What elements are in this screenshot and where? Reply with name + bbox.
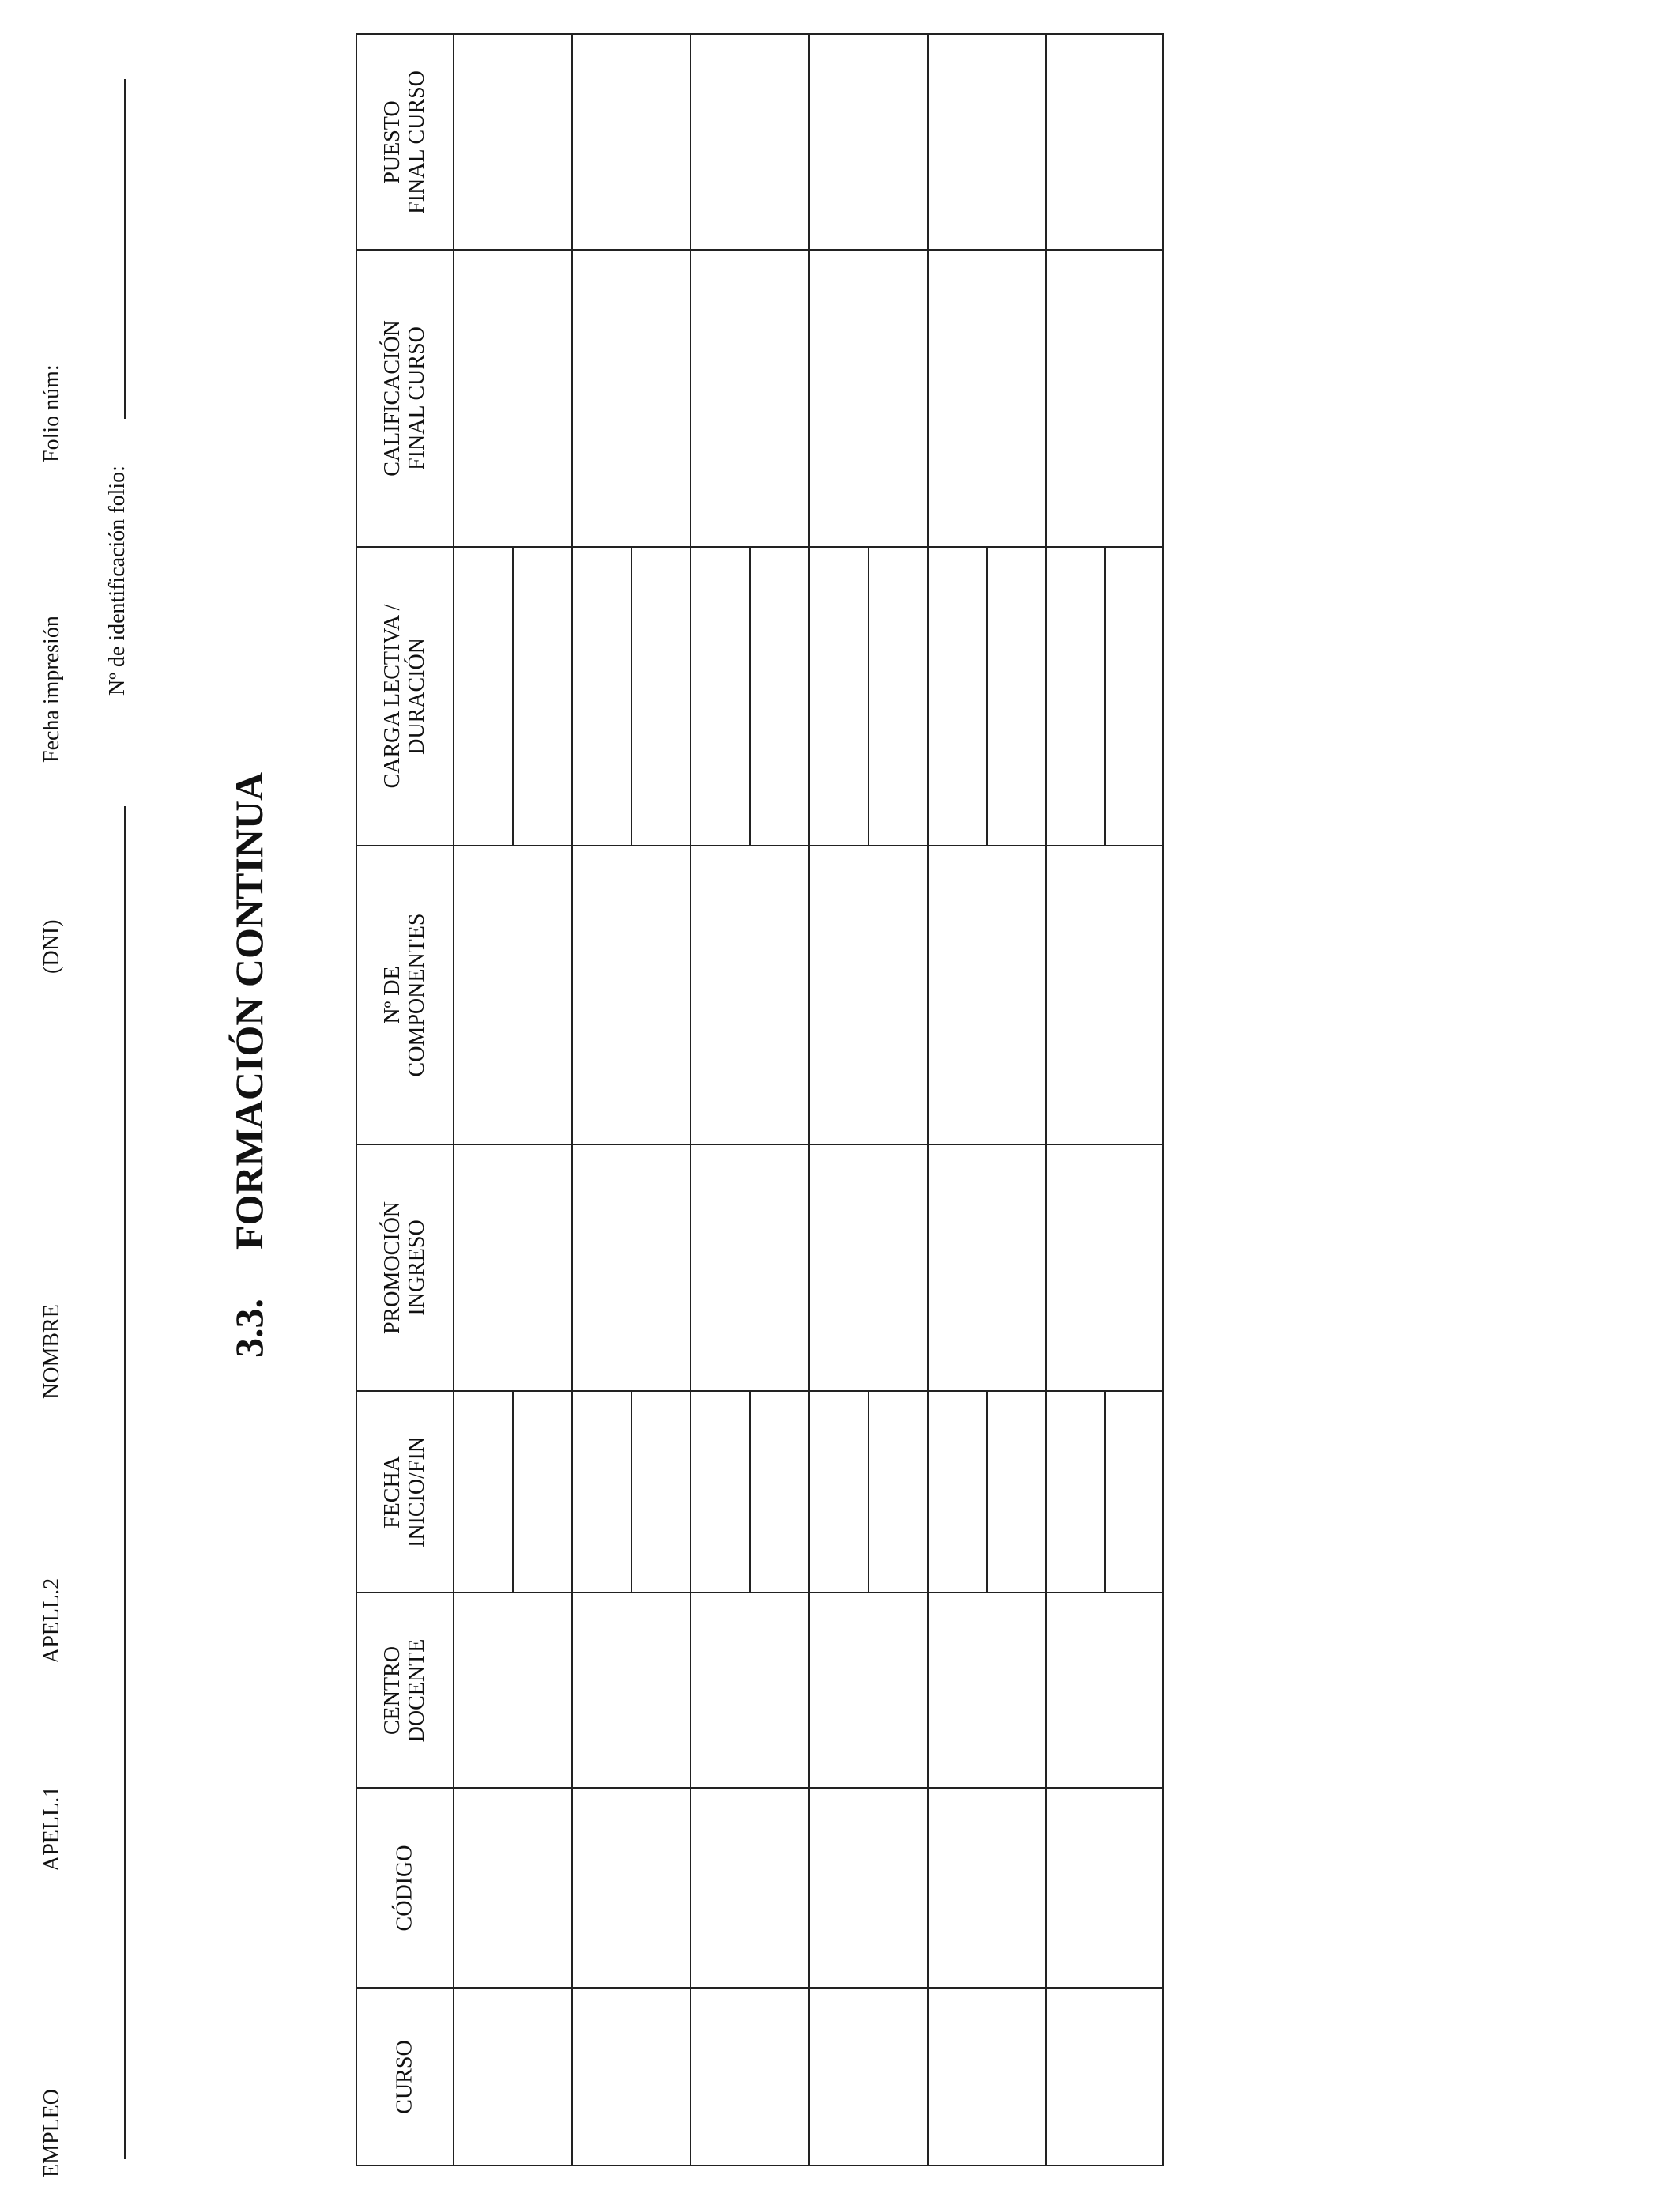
table-cell[interactable]: [572, 547, 631, 846]
table-cell[interactable]: [928, 1144, 1046, 1391]
table-cell[interactable]: [868, 547, 928, 846]
table-cell[interactable]: [572, 846, 691, 1144]
table-cell[interactable]: [928, 34, 1046, 250]
table-cell[interactable]: [868, 1391, 928, 1593]
table-cell[interactable]: [691, 1788, 809, 1988]
fill-line-id-folio: [124, 79, 126, 419]
section-title: [229, 772, 269, 1358]
table-cell[interactable]: [1105, 1391, 1163, 1593]
table-cell[interactable]: [691, 1988, 809, 2166]
table-cell[interactable]: [809, 547, 868, 846]
table-cell[interactable]: [454, 1391, 513, 1593]
table-cell[interactable]: [809, 1391, 868, 1593]
table-cell[interactable]: [987, 1391, 1046, 1593]
table-cell[interactable]: [928, 250, 1046, 547]
table-cell[interactable]: [691, 250, 809, 547]
column-header-centro: CENTRO DOCENTE: [356, 1593, 454, 1788]
apell2-label: APELL.2: [40, 1578, 64, 1664]
table-cell[interactable]: [454, 34, 572, 250]
table-cell[interactable]: [454, 846, 572, 1144]
table-cell[interactable]: [691, 846, 809, 1144]
formacion-continua-table: [356, 33, 1164, 2166]
table-cell[interactable]: [928, 1593, 1046, 1788]
table-cell[interactable]: [454, 1988, 572, 2166]
table-cell[interactable]: [809, 1593, 928, 1788]
table-cell[interactable]: [691, 547, 750, 846]
table-cell[interactable]: [454, 1788, 572, 1988]
table-cell[interactable]: [809, 846, 928, 1144]
table-cell[interactable]: [750, 547, 809, 846]
column-header-componentes: Nº DE COMPONENTES: [356, 846, 454, 1144]
section-title-text: FORMACIÓN CONTINUA: [227, 771, 271, 1250]
table-cell[interactable]: [928, 1391, 987, 1593]
dni-label: (DNI): [40, 919, 64, 974]
nombre-label: NOMBRE: [40, 1304, 64, 1399]
column-header-curso: CURSO: [356, 1988, 454, 2166]
table-cell[interactable]: [631, 547, 691, 846]
table-cell[interactable]: [454, 1593, 572, 1788]
table-cell[interactable]: [1105, 547, 1163, 846]
table-cell[interactable]: [809, 34, 928, 250]
table-cell[interactable]: [691, 1391, 750, 1593]
table-cell[interactable]: [1046, 34, 1163, 250]
table-cell[interactable]: [691, 1593, 809, 1788]
table-cell[interactable]: [513, 1391, 572, 1593]
table-cell[interactable]: [809, 1788, 928, 1988]
table-cell[interactable]: [987, 547, 1046, 846]
table-cell[interactable]: [572, 250, 691, 547]
table-cell[interactable]: [631, 1391, 691, 1593]
column-header-carga-lectiva: CARGA LECTIVA / DURACIÓN: [356, 547, 454, 846]
table-cell[interactable]: [454, 547, 513, 846]
table-cell[interactable]: [513, 547, 572, 846]
table-cell[interactable]: [1046, 1988, 1163, 2166]
table-cell[interactable]: [1046, 1391, 1105, 1593]
empleo-label: EMPLEO: [40, 2089, 64, 2177]
table-cell[interactable]: [1046, 250, 1163, 547]
table-cell[interactable]: [572, 1988, 691, 2166]
folio-num-label: Folio núm:: [40, 364, 64, 462]
table-cell[interactable]: [572, 1391, 631, 1593]
table-cell[interactable]: [928, 1988, 1046, 2166]
column-header-puesto: PUESTO FINAL CURSO: [356, 34, 454, 250]
table-cell[interactable]: [454, 1144, 572, 1391]
table-cell[interactable]: [1046, 1144, 1163, 1391]
id-folio-label: Nº de identificación folio:: [105, 466, 130, 696]
table-cell[interactable]: [928, 547, 987, 846]
table-cell[interactable]: [572, 34, 691, 250]
fecha-impresion-label: Fecha impresión: [40, 616, 64, 763]
table-cell[interactable]: [572, 1788, 691, 1988]
table-cell[interactable]: [928, 1788, 1046, 1988]
table-cell[interactable]: [928, 846, 1046, 1144]
table-cell[interactable]: [809, 1988, 928, 2166]
table-cell[interactable]: [1046, 547, 1105, 846]
section-number: 3.3.: [227, 1299, 271, 1358]
table-cell[interactable]: [572, 1144, 691, 1391]
table-cell[interactable]: [750, 1391, 809, 1593]
column-header-codigo: CÓDIGO: [356, 1788, 454, 1988]
column-header-calificacion: CALIFICACIÓN FINAL CURSO: [356, 250, 454, 547]
table-cell[interactable]: [572, 1593, 691, 1788]
column-header-fecha: FECHA INICIO/FIN: [356, 1391, 454, 1593]
table-cell[interactable]: [454, 250, 572, 547]
table-cell[interactable]: [1046, 1788, 1163, 1988]
table-cell[interactable]: [809, 1144, 928, 1391]
table-cell[interactable]: [1046, 1593, 1163, 1788]
table-cell[interactable]: [691, 34, 809, 250]
apell1-label: APELL.1: [40, 1785, 64, 1872]
fill-line-main: [124, 806, 126, 2159]
column-header-promocion: PROMOCIÓN INGRESO: [356, 1144, 454, 1391]
table-cell[interactable]: [691, 1144, 809, 1391]
table-cell[interactable]: [809, 250, 928, 547]
table-cell[interactable]: [1046, 846, 1163, 1144]
